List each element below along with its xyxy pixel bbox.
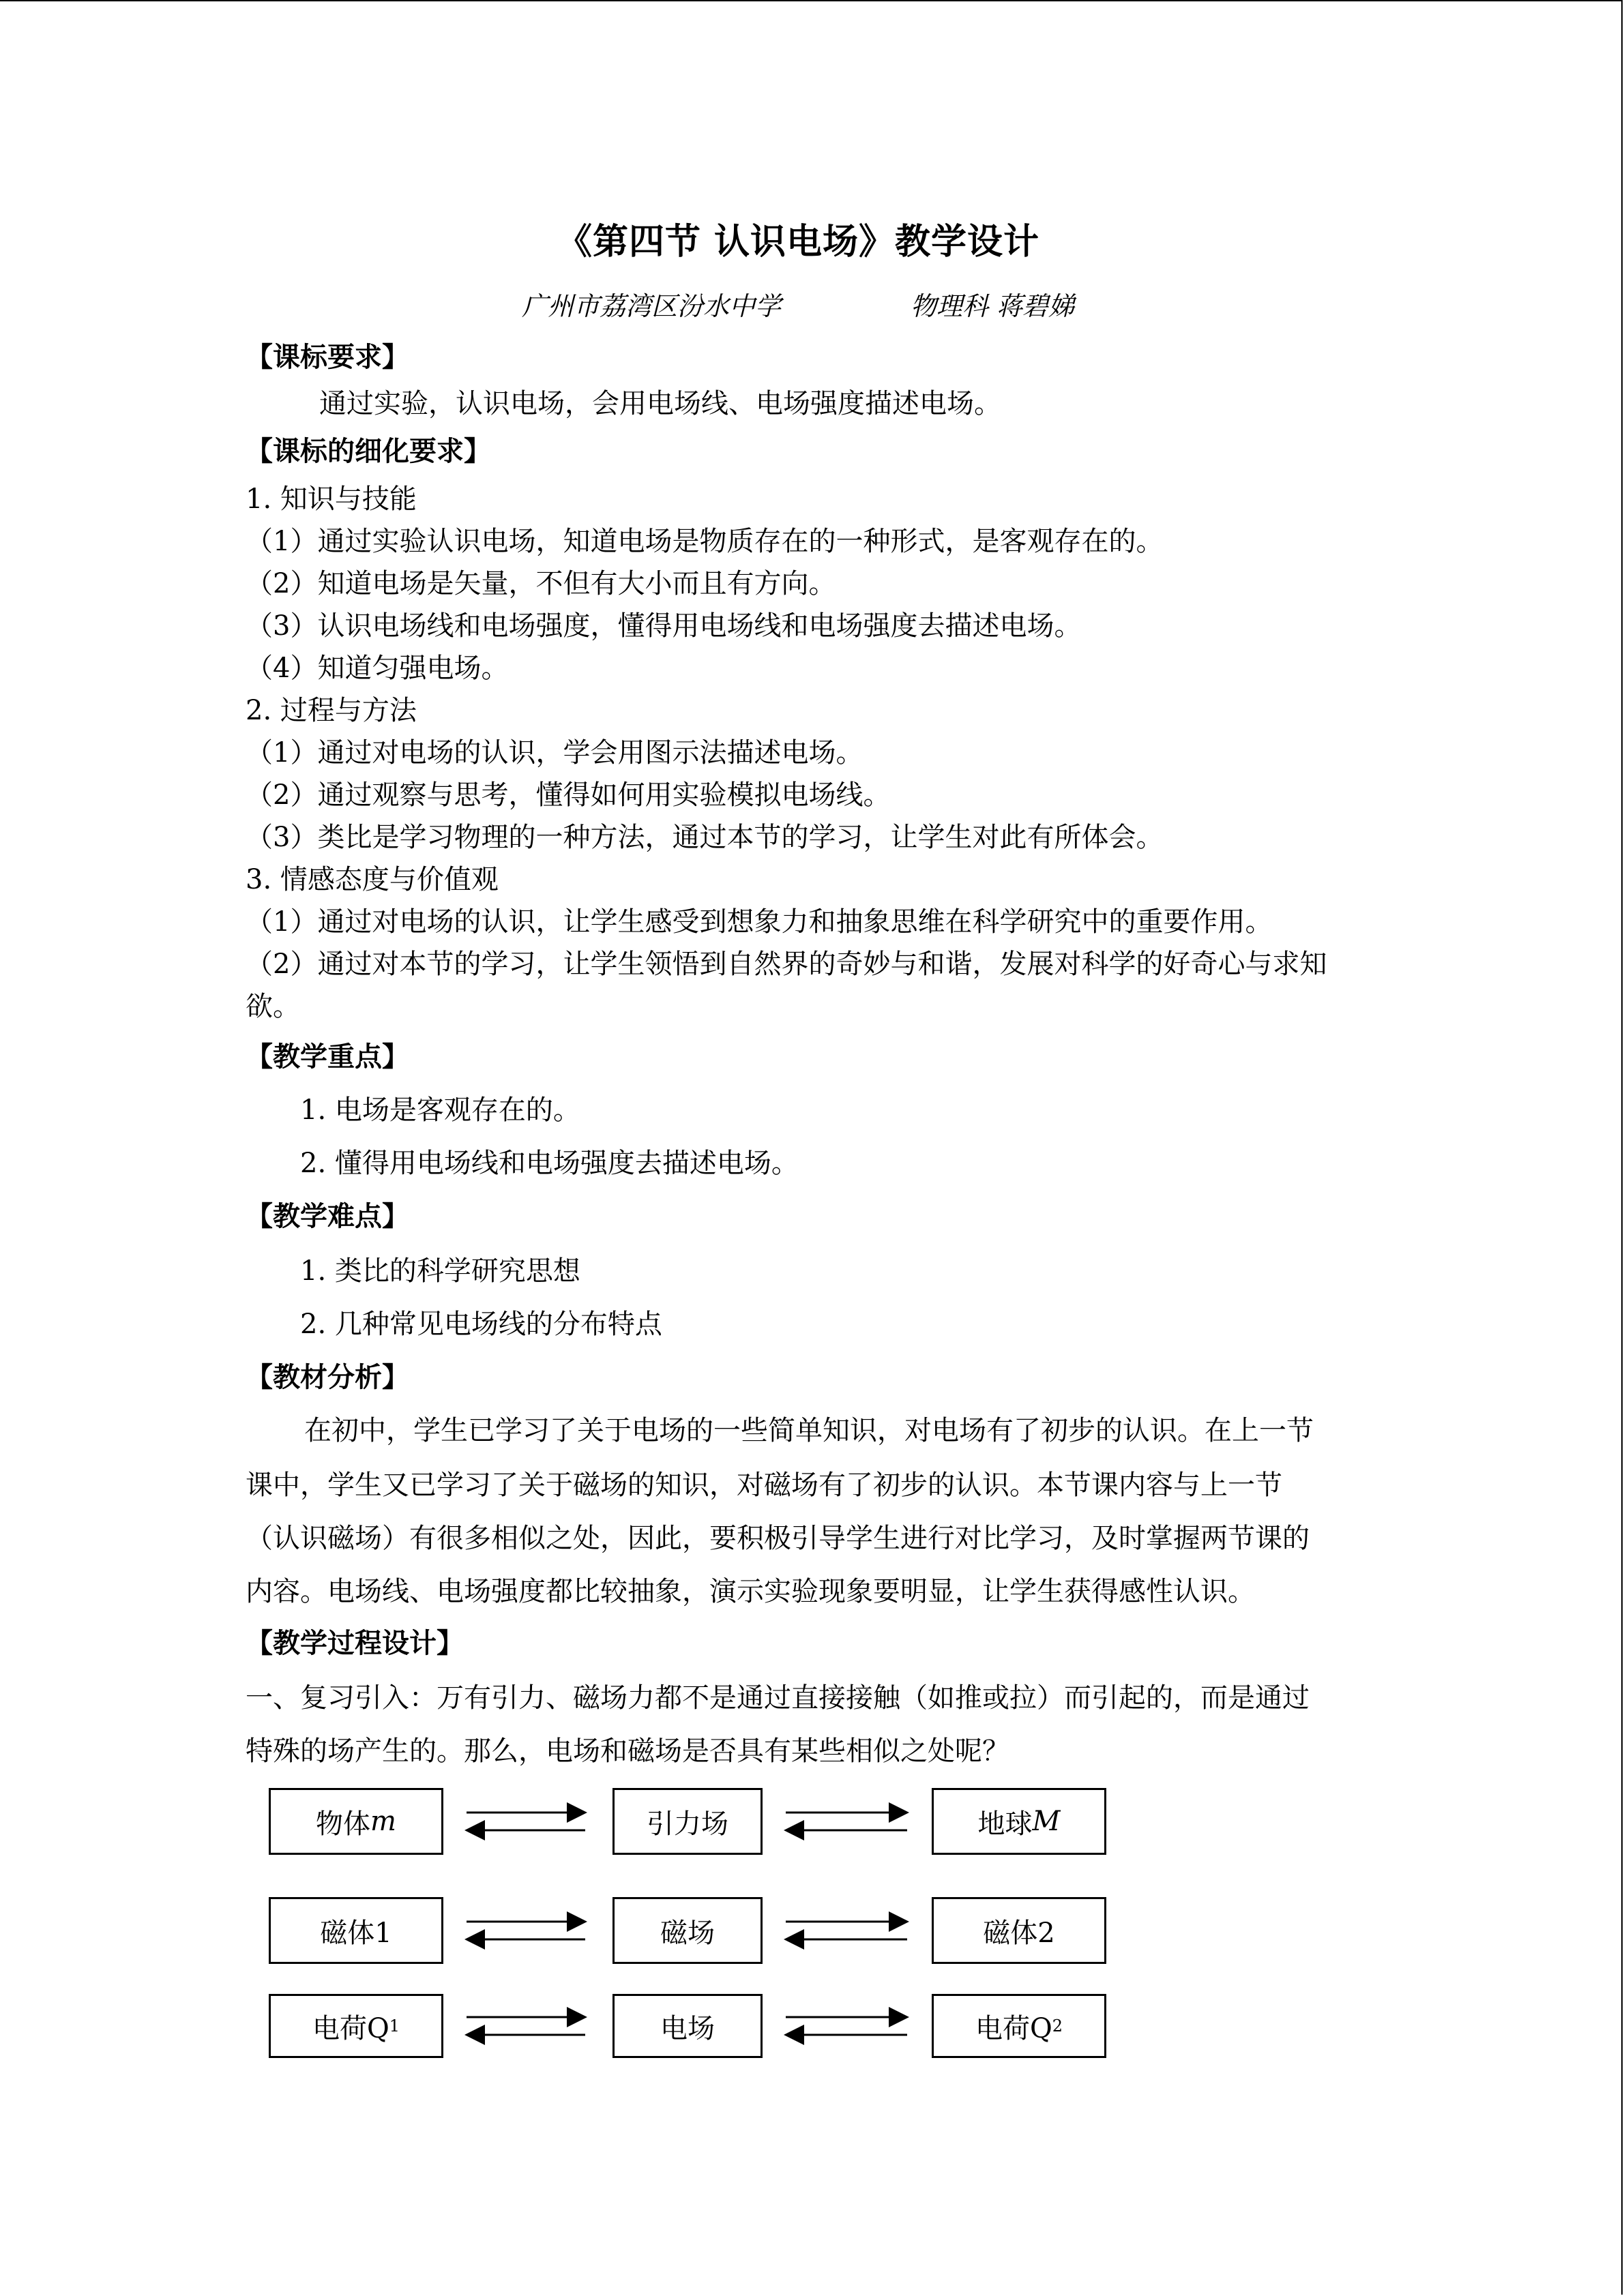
textbook-line-1: 在初中，学生已学习了关于电场的一些简单知识，对电场有了初步的认识。在上一节: [304, 1415, 1314, 1446]
textbook-line-2: 课中，学生又已学习了关于磁场的知识，对磁场有了初步的认识。本节课内容与上一节: [246, 1470, 1282, 1501]
diagram-box-magnetic-field: 磁场: [612, 1897, 763, 1964]
textbook-line-4: 内容。电场线、电场强度都比较抽象，演示实验现象要明显，让学生获得感性认识。: [246, 1576, 1255, 1607]
key-point-1: 1. 电场是客观存在的。: [300, 1094, 580, 1126]
document-title: 《第四节 认识电场》教学设计: [556, 221, 1040, 263]
section-heading-process: 【教学过程设计】: [246, 1627, 464, 1659]
key-point-2: 2. 懂得用电场线和电场强度去描述电场。: [300, 1148, 799, 1179]
section-heading-curriculum: 【课标要求】: [246, 341, 409, 373]
diagram-box-charge-q1: 电荷Q 1: [269, 1994, 443, 2058]
section-heading-key-points: 【教学重点】: [246, 1041, 409, 1073]
author-school: 广州市荔湾区汾水中学: [521, 291, 781, 321]
process-intro-line-2: 特殊的场产生的。那么，电场和磁场是否具有某些相似之处呢？: [246, 1735, 1009, 1767]
emotion-item-2: （2）通过对本节的学习，让学生领悟到自然界的奇妙与和谐，发展对科学的好奇心与求知: [246, 949, 1327, 980]
diagram-box-charge-q2: 电荷Q 2: [932, 1994, 1106, 2058]
process-item-1: （1）通过对电场的认识，学会用图示法描述电场。: [246, 737, 863, 769]
difficulty-2: 2. 几种常见电场线的分布特点: [300, 1309, 662, 1340]
diagram-box-gravity-field: 引力场: [612, 1788, 763, 1855]
section-heading-difficulties: 【教学难点】: [246, 1200, 409, 1232]
process-title: 2. 过程与方法: [246, 695, 417, 726]
knowledge-item-4: （4）知道匀强电场。: [246, 653, 509, 684]
diagram-box-magnet-1: 磁体1: [269, 1897, 443, 1964]
textbook-line-3: （认识磁场）有很多相似之处，因此，要积极引导学生进行对比学习，及时掌握两节课的: [246, 1523, 1310, 1554]
diagram-box-earth-M: 地球 M: [932, 1788, 1106, 1855]
diagram-box-electric-field: 电场: [612, 1994, 763, 2058]
section-heading-textbook: 【教材分析】: [246, 1361, 409, 1393]
process-item-2: （2）通过观察与思考，懂得如何用实验模拟电场线。: [246, 779, 891, 811]
emotion-item-2-cont: 欲。: [246, 991, 300, 1022]
knowledge-item-3: （3）认识电场线和电场强度，懂得用电场线和电场强度去描述电场。: [246, 610, 1082, 642]
process-item-3: （3）类比是学习物理的一种方法，通过本节的学习，让学生对此有所体会。: [246, 822, 1164, 853]
emotion-title: 3. 情感态度与价值观: [246, 864, 499, 895]
curriculum-text: 通过实验，认识电场，会用电场线、电场强度描述电场。: [319, 388, 1001, 419]
emotion-item-1: （1）通过对电场的认识，让学生感受到想象力和抽象思维在科学研究中的重要作用。: [246, 906, 1273, 938]
section-heading-detailed: 【课标的细化要求】: [246, 435, 491, 467]
difficulty-1: 1. 类比的科学研究思想: [300, 1255, 580, 1287]
diagram-box-object-m: 物体 m: [269, 1788, 443, 1855]
author-subject-teacher: 物理科 蒋碧娣: [910, 291, 1075, 321]
knowledge-item-1: （1）通过实验认识电场，知道电场是物质存在的一种形式，是客观存在的。: [246, 526, 1164, 557]
knowledge-item-2: （2）知道电场是矢量，不但有大小而且有方向。: [246, 568, 836, 599]
diagram-box-magnet-2: 磁体2: [932, 1897, 1106, 1964]
process-intro-line-1: 一、复习引入：万有引力、磁场力都不是通过直接接触（如推或拉）而引起的，而是通过: [246, 1682, 1310, 1714]
knowledge-title: 1. 知识与技能: [246, 483, 417, 515]
